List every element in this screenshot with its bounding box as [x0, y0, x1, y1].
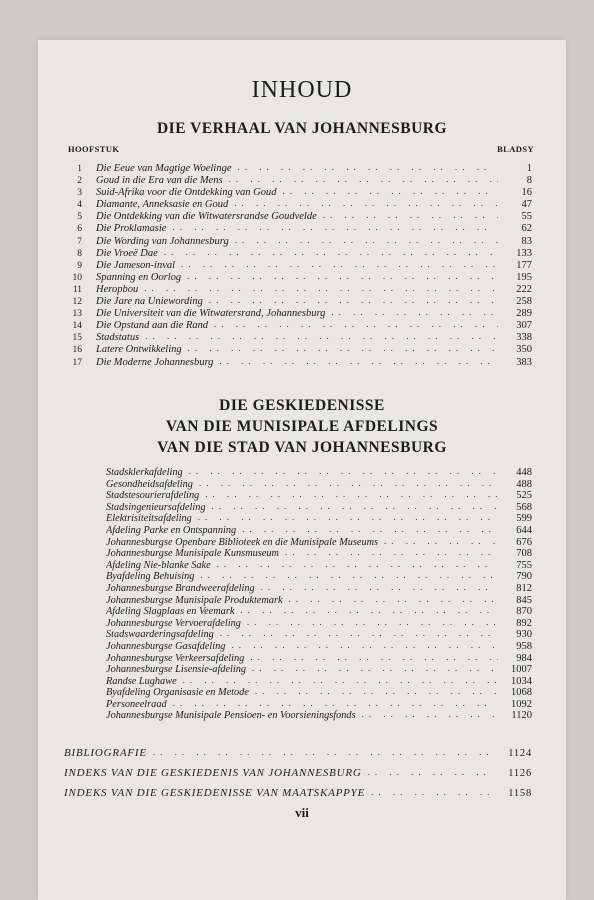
dot-leader	[331, 307, 498, 318]
dot-leader	[188, 343, 498, 354]
chapter-number: 2	[77, 176, 82, 187]
dot-leader	[217, 560, 498, 571]
column-header-chapter: HOOFSTUK	[68, 144, 120, 154]
entry-page: 930	[516, 629, 532, 641]
entry-title: Johannesburgse Vervoerafdeling	[106, 617, 241, 629]
toc-entry	[38, 295, 532, 307]
dot-leader	[199, 479, 498, 490]
dot-leader	[285, 548, 498, 559]
toc-entry	[106, 502, 532, 514]
toc-entry	[38, 235, 532, 247]
entry-title: Johannesburgse Lisensie-afdeling	[106, 664, 247, 676]
department-list	[106, 467, 532, 722]
toc-entry	[106, 641, 532, 653]
toc-entry	[64, 783, 532, 803]
column-header-page: BLADSY	[497, 144, 534, 154]
toc-entry	[106, 699, 532, 711]
chapter-number: 12	[72, 297, 82, 308]
chapter-number: 6	[77, 224, 82, 235]
dot-leader	[173, 699, 498, 710]
entry-page: 568	[516, 501, 532, 513]
entry-title: Personeelraad	[106, 698, 167, 710]
toc-entry	[38, 210, 532, 222]
dot-leader	[242, 525, 498, 536]
toc-entry	[106, 525, 532, 537]
toc-entry	[106, 676, 532, 688]
chapter-number: 11	[72, 284, 82, 295]
chapter-number: 13	[72, 309, 82, 320]
dot-leader	[255, 687, 498, 698]
entry-title: Byafdeling Behuising	[106, 571, 195, 583]
entry-title: Afdeling Slagplaas en Veemark	[106, 606, 235, 618]
toc-entry	[106, 479, 532, 491]
chapter-number: 7	[77, 236, 82, 247]
toc-entry	[38, 222, 532, 234]
entry-page: 892	[516, 617, 532, 629]
appendix-list	[64, 743, 532, 803]
dot-leader	[144, 283, 498, 294]
entry-title: Stadswaarderingsafdeling	[106, 629, 214, 641]
entry-title: Die Moderne Johannesburg	[96, 356, 214, 368]
chapter-number: 9	[77, 260, 82, 271]
dot-leader	[261, 583, 498, 594]
entry-page: 1092	[511, 698, 532, 710]
entry-page: 448	[516, 467, 532, 478]
toc-entry	[64, 743, 532, 763]
entry-title: Die Proklamasie	[96, 223, 167, 235]
chapter-number: 16	[72, 345, 82, 356]
dot-leader	[368, 763, 498, 782]
entry-title: Die Ontdekking van die Witwatersrandse Goudvelde	[96, 211, 317, 223]
entry-page: 222	[516, 283, 532, 295]
toc-entry	[106, 560, 532, 572]
entry-page: 62	[521, 223, 532, 235]
entry-title: Die Jare na Uniewording	[96, 296, 203, 308]
dot-leader	[214, 319, 498, 330]
toc-entry	[38, 343, 532, 355]
entry-title: Afdeling Nie-blanke Sake	[106, 559, 211, 571]
part1-heading: DIE VERHAAL VAN JOHANNESBURG	[156, 120, 448, 137]
entry-page: 708	[516, 548, 532, 560]
toc-entry	[106, 583, 532, 595]
entry-title: Diamante, Anneksasie en Goud	[96, 199, 229, 211]
toc-entry	[38, 356, 532, 368]
toc-entry	[38, 259, 532, 271]
entry-page: 47	[521, 199, 532, 211]
entry-page: 1158	[508, 788, 532, 799]
toc-entry	[106, 710, 532, 722]
dot-leader	[219, 356, 498, 367]
dot-leader	[200, 571, 498, 582]
entry-title: Johannesburgse Munisipale Kunsmuseum	[106, 548, 279, 560]
entry-page: 644	[516, 524, 532, 536]
entry-title: Die Vroeë Dae	[96, 247, 158, 259]
toc-entry	[64, 763, 532, 783]
part2-heading-line-3: VAN DIE STAD VAN JOHANNESBURG	[157, 439, 447, 456]
entry-title: Die Eeue van Magtige Woelinge	[96, 163, 232, 174]
entry-title: Die Opstand aan die Rand	[96, 320, 208, 332]
dot-leader	[187, 271, 498, 282]
toc-entry	[38, 283, 532, 295]
entry-title: Elektrisiteitsafdeling	[106, 513, 192, 525]
dot-leader	[362, 710, 498, 721]
dot-leader	[323, 210, 498, 221]
chapter-number: 14	[72, 321, 82, 332]
entry-page: 195	[516, 271, 532, 283]
chapter-number: 3	[77, 188, 82, 199]
entry-title: Stadsklerkafdeling	[106, 467, 183, 478]
entry-page: 133	[516, 247, 532, 259]
toc-entry	[38, 307, 532, 319]
toc-entry	[106, 664, 532, 676]
entry-title: Stadsingenieursafdeling	[106, 501, 206, 513]
toc-entry	[38, 162, 532, 174]
dot-leader	[220, 629, 498, 640]
page-number: vii	[295, 805, 309, 820]
entry-page: 177	[516, 259, 532, 271]
chapter-number: 4	[77, 200, 82, 211]
entry-page: 755	[516, 559, 532, 571]
entry-page: 845	[516, 594, 532, 606]
entry-page: 599	[516, 513, 532, 525]
entry-page: 1126	[508, 768, 532, 779]
part2-heading-line-1: DIE GESKIEDENISSE	[219, 397, 385, 414]
entry-title: INDEKS VAN DIE GESKIEDENIS VAN JOHANNESBURG	[64, 767, 362, 779]
chapter-list	[38, 162, 532, 368]
entry-page: 525	[516, 490, 532, 502]
dot-leader	[205, 490, 498, 501]
entry-title: Die Universiteit van die Witwatersrand, Johannesburg	[96, 308, 326, 320]
entry-page: 307	[516, 320, 532, 332]
entry-page: 338	[516, 332, 532, 344]
entry-page: 790	[516, 571, 532, 583]
dot-leader	[181, 259, 498, 270]
entry-title: Suid-Afrika voor die Ontdekking van Goud	[96, 187, 277, 199]
entry-title: Gesondheidsafdeling	[106, 478, 193, 490]
dot-leader	[384, 537, 498, 548]
dot-leader	[371, 783, 498, 802]
entry-page: 8	[526, 175, 532, 187]
entry-title: INDEKS VAN DIE GESKIEDENISSE VAN MAATSKAPPYE	[64, 787, 366, 799]
chapter-number: 17	[72, 357, 82, 368]
entry-title: Randse Lughawe	[106, 675, 177, 687]
dot-leader	[250, 653, 498, 664]
entry-page: 958	[516, 640, 532, 652]
entry-page: 1068	[511, 687, 532, 699]
entry-title: Stadstesourierafdeling	[106, 490, 200, 502]
entry-title: Latere Ontwikkeling	[96, 344, 182, 356]
toc-entry	[38, 198, 532, 210]
entry-page: 1120	[511, 710, 532, 722]
entry-title: Afdeling Parke en Ontspanning	[106, 524, 237, 536]
entry-title: Die Jameson-inval	[96, 259, 176, 271]
dot-leader	[212, 502, 498, 513]
entry-page: 1007	[511, 664, 532, 676]
toc-entry	[106, 653, 532, 665]
chapter-number: 1	[77, 164, 82, 174]
entry-page: 984	[516, 652, 532, 664]
entry-title: Goud in die Era van die Mens	[96, 175, 223, 187]
chapter-number: 15	[72, 333, 82, 344]
toc-entry	[106, 537, 532, 549]
entry-title: Byafdeling Organisasie en Metode	[106, 687, 249, 699]
entry-title: Spanning en Oorlog	[96, 271, 182, 283]
toc-entry	[38, 186, 532, 198]
toc-entry	[38, 271, 532, 283]
chapter-number: 10	[72, 272, 82, 283]
chapter-number: 8	[77, 248, 82, 259]
dot-leader	[234, 198, 498, 209]
page-title: INHOUD	[251, 77, 353, 103]
entry-page: 870	[516, 606, 532, 618]
entry-title: Die Wording van Johannesburg	[96, 235, 229, 247]
entry-title: BIBLIOGRAFIE	[64, 747, 147, 759]
dot-leader	[247, 618, 498, 629]
toc-entry	[106, 467, 532, 479]
toc-entry	[106, 490, 532, 502]
entry-page: 83	[521, 235, 532, 247]
dot-leader	[189, 467, 498, 478]
entry-page: 383	[516, 356, 532, 368]
entry-page: 1	[526, 163, 532, 174]
entry-title: Stadstatus	[96, 332, 140, 344]
entry-title: Johannesburgse Munisipale Produktemark	[106, 594, 283, 606]
entry-page: 812	[516, 582, 532, 594]
book-page	[38, 40, 566, 900]
dot-leader	[240, 606, 498, 617]
dot-leader	[164, 247, 498, 258]
entry-title: Johannesburgse Brandweerafdeling	[106, 582, 255, 594]
entry-title: Johannesburgse Openbare Biblioteek en die Munisipale Museums	[106, 536, 379, 548]
chapter-number: 5	[77, 212, 82, 223]
toc-entry	[106, 595, 532, 607]
dot-leader	[229, 174, 498, 185]
dot-leader	[172, 222, 498, 233]
entry-page: 1034	[511, 675, 532, 687]
toc-entry	[106, 687, 532, 699]
toc-entry	[106, 629, 532, 641]
entry-page: 350	[516, 344, 532, 356]
toc-entry	[106, 606, 532, 618]
dot-leader	[153, 743, 498, 762]
entry-title: Johannesburgse Verkeersafdeling	[106, 652, 245, 664]
toc-entry	[38, 331, 532, 343]
dot-leader	[252, 664, 498, 675]
entry-page: 289	[516, 308, 532, 320]
dot-leader	[235, 235, 498, 246]
entry-page: 258	[516, 296, 532, 308]
dot-leader	[289, 595, 498, 606]
entry-page: 488	[516, 478, 532, 490]
entry-title: Johannesburgse Munisipale Pensioen- en Voorsieningsfonds	[106, 710, 356, 722]
toc-entry	[106, 513, 532, 525]
entry-page: 55	[521, 211, 532, 223]
toc-entry	[106, 618, 532, 630]
dot-leader	[238, 162, 499, 173]
dot-leader	[231, 641, 498, 652]
toc-entry	[38, 174, 532, 186]
toc-entry	[106, 548, 532, 560]
entry-title: Johannesburgse Gasafdeling	[106, 640, 226, 652]
dot-leader	[145, 331, 498, 342]
entry-page: 676	[516, 536, 532, 548]
toc-entry	[38, 247, 532, 259]
toc-entry	[38, 319, 532, 331]
dot-leader	[198, 513, 498, 524]
entry-title: Heropbou	[96, 283, 139, 295]
part2-heading-line-2: VAN DIE MUNISIPALE AFDELINGS	[165, 418, 439, 435]
entry-page: 1124	[508, 748, 532, 759]
dot-leader	[283, 186, 499, 197]
entry-page: 16	[521, 187, 532, 199]
dot-leader	[183, 676, 498, 687]
toc-entry	[106, 571, 532, 583]
dot-leader	[209, 295, 498, 306]
